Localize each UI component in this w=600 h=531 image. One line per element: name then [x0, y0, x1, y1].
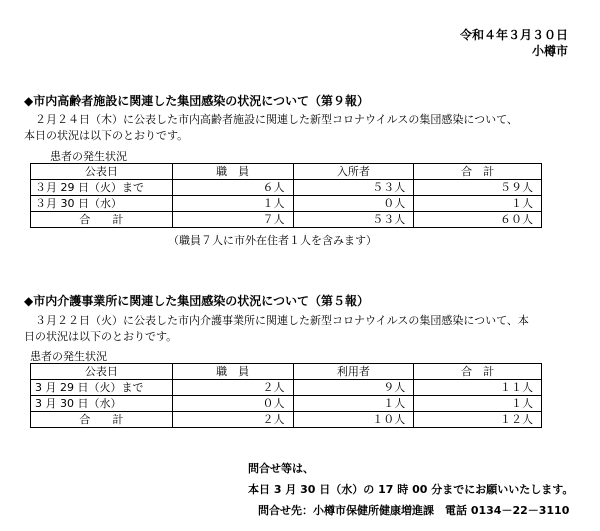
table-cell: ３月 29 日（火）まで — [31, 180, 173, 196]
table-header-row — [31, 164, 542, 180]
table-row — [31, 396, 542, 412]
table-cell: １０人 — [293, 412, 414, 428]
section1-table-label: 患者の発生状況 — [50, 150, 127, 163]
section2-paragraph — [24, 313, 584, 345]
section2-table-label: 患者の発生状況 — [30, 350, 107, 363]
table-cell: ９人 — [293, 380, 414, 396]
section1-note: （職員７人に市外在住者１人を含みます） — [168, 234, 377, 247]
table-cell: ２人 — [172, 412, 293, 428]
table-cell: １人 — [172, 196, 293, 212]
section1-table — [30, 163, 542, 228]
section1-paragraph-line2: 本日の状況は以下のとおりです。 — [24, 129, 189, 142]
column-header: 利用者 — [293, 364, 414, 380]
section2-paragraph-line2: 日の状況は以下のとおりです。 — [24, 330, 178, 343]
table-cell: ６人 — [172, 180, 293, 196]
table-cell: ６０人 — [414, 212, 542, 228]
table-cell: １人 — [414, 196, 542, 212]
table-row — [31, 196, 542, 212]
contact-deadline: 本日 3 月 30 日（水）の 17 時 00 分までにお願いいたします。 — [248, 483, 574, 496]
table-cell: １２人 — [414, 412, 542, 428]
table-cell: １１人 — [414, 380, 542, 396]
contact-details: 問合せ先：小樽市保健所健康増進課 電話 0134－22－3110 — [258, 504, 570, 517]
table-cell: ３月 30 日（水） — [31, 196, 173, 212]
table-cell: ５３人 — [293, 212, 414, 228]
section1-title: ◆市内高齢者施設に関連した集団感染の状況について（第９報） — [24, 94, 369, 108]
column-header: 入所者 — [293, 164, 414, 180]
column-header: 職 員 — [172, 364, 293, 380]
table-cell: 3 月 30 日（水） — [31, 396, 173, 412]
section2-paragraph-line1: ３月２２日（火）に公表した市内介護事業所に関連した新型コロナウイルスの集団感染について、本 — [35, 314, 529, 327]
column-header: 職 員 — [172, 164, 293, 180]
contact-intro: 問合せ等は、 — [248, 462, 314, 475]
table-cell: １人 — [293, 396, 414, 412]
table-header-row — [31, 364, 542, 380]
table-cell: ７人 — [172, 212, 293, 228]
release-date: 令和４年３月３０日 — [459, 28, 568, 42]
section2-table — [30, 363, 542, 428]
table-cell: １人 — [414, 396, 542, 412]
column-header: 公表日 — [31, 164, 173, 180]
table-cell: 3 月 29 日（火）まで — [31, 380, 173, 396]
table-cell: ２人 — [172, 380, 293, 396]
table-cell: ５９人 — [414, 180, 542, 196]
table-total-row — [31, 212, 542, 228]
table-cell: 合 計 — [31, 212, 173, 228]
section1-paragraph-line1: ２月２４日（木）に公表した市内高齢者施設に関連した新型コロナウイルスの集団感染について、 — [35, 113, 518, 126]
issuer-name: 小樽市 — [531, 44, 568, 58]
column-header: 合 計 — [414, 364, 542, 380]
table-cell: ５３人 — [293, 180, 414, 196]
column-header: 合 計 — [414, 164, 542, 180]
column-header: 公表日 — [31, 364, 173, 380]
section1-paragraph — [24, 112, 584, 144]
table-cell: ０人 — [172, 396, 293, 412]
section2-title: ◆市内介護事業所に関連した集団感染の状況について（第５報） — [24, 294, 369, 308]
table-row — [31, 180, 542, 196]
table-cell: ０人 — [293, 196, 414, 212]
table-total-row — [31, 412, 542, 428]
table-row — [31, 380, 542, 396]
table-cell: 合 計 — [31, 412, 173, 428]
